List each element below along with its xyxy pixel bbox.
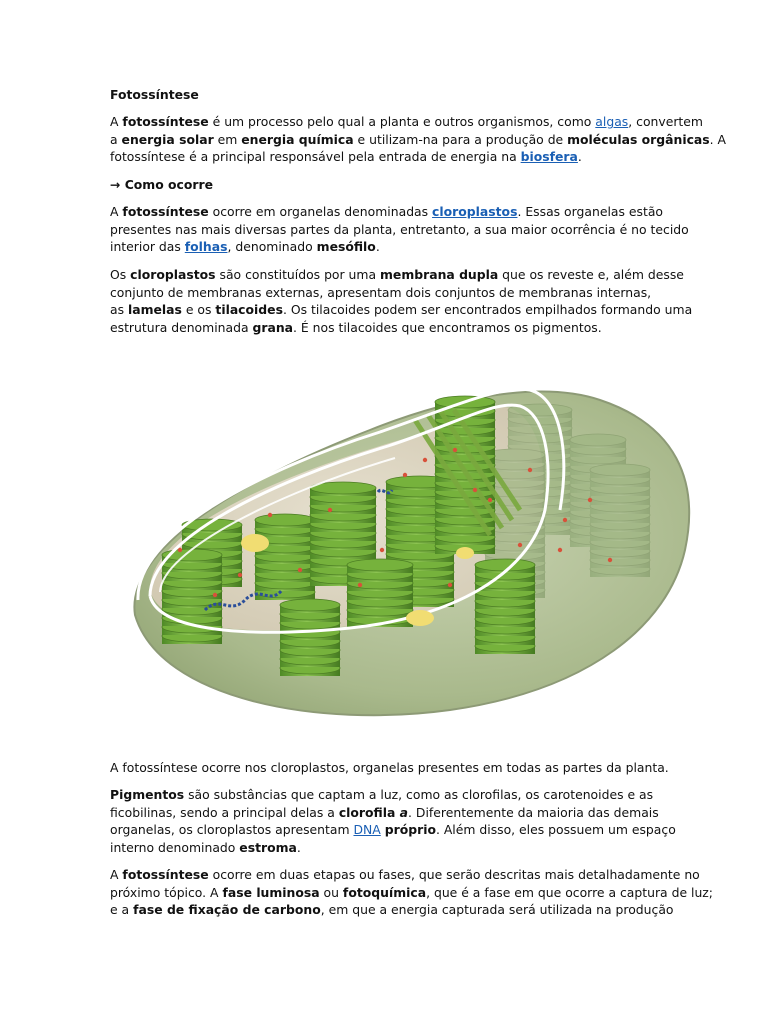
ribosome-dot <box>528 468 532 472</box>
figure-caption: A fotossíntese ocorre nos cloroplastos, organelas presentes em todas as partes da planta. <box>110 760 669 775</box>
paragraph-membranas: Os cloroplastos são constituídos por uma membrana dupla que os reveste e, além desse conjunto de membranas externas, apresentam dois conjuntos de membranas internas, as lamelas e os tilacoides. Os tilacoides podem ser encontrados empilhados formando uma estrutura denominada grana. É nos tilacoides que encontramos os pigmentos. <box>110 267 693 335</box>
link-biosfera[interactable]: biosfera <box>520 149 578 165</box>
page-title: Fotossíntese <box>110 87 199 102</box>
ribosome-dot <box>238 573 242 577</box>
ribosome-dot <box>488 498 492 502</box>
grana-stack <box>280 599 340 676</box>
ribosome-dot <box>518 543 522 547</box>
ribosome-dot <box>178 548 182 552</box>
ribosome-dot <box>358 583 362 587</box>
ribosome-dot <box>213 593 217 597</box>
ribosome-dot <box>328 508 332 512</box>
ribosome-dot <box>563 518 567 522</box>
link-cloroplastos[interactable]: cloroplastos <box>432 204 518 219</box>
paragraph-pigmentos: Pigmentos são substâncias que captam a luz, como as clorofilas, os carotenoides e as ficobilinas, sendo a principal delas a clorofila a. Diferentemente da maioria das demais organelas, os cloroplastos apresentam DNA próprio. Além disso, eles possuem um espaço interno denominado estroma. <box>110 787 676 855</box>
ribosome-dot <box>298 568 302 572</box>
ribosome-dot <box>268 513 272 517</box>
link-dna[interactable]: DNA <box>353 822 381 838</box>
ribosome-dot <box>608 558 612 562</box>
faded-grana-stack <box>590 464 650 577</box>
chloroplast-illustration-icon <box>120 360 700 735</box>
ribosome-dot <box>588 498 592 502</box>
ribosome-dot <box>558 548 562 552</box>
paragraph-etapas: A fotossíntese ocorre em duas etapas ou fases, que serão descritas mais detalhadamente no próximo tópico. A fase luminosa ou fotoquímica, que é a fase em que ocorre a captura de luz; e a fase de fixação de carbono, em que a energia capturada será utilizada na produção <box>110 867 713 918</box>
ribosome-dot <box>380 548 384 552</box>
ribosome-dot <box>453 448 457 452</box>
grana-stack <box>347 559 413 627</box>
paragraph-intro: A fotossíntese é um processo pelo qual a planta e outros organismos, como algas, convertem a energia solar em energia química e utilizam-na para a produção de moléculas orgânicas. A fotossíntese é a principal responsável pela entrada de energia na biosfera. <box>110 114 727 165</box>
ribosome-dot <box>423 458 427 462</box>
paragraph-cloroplastos: A fotossíntese ocorre em organelas denominadas cloroplastos. Essas organelas estão presentes nas mais diversas partes da planta, entretanto, a sua maior ocorrência é no tecido interior das folhas, denominado mesófilo. <box>110 204 689 255</box>
ribosome-dot <box>448 583 452 587</box>
ribosome-dot <box>403 473 407 477</box>
link-folhas[interactable]: folhas <box>184 239 228 255</box>
section-heading-como-ocorre: → Como ocorre <box>110 177 214 192</box>
ribosome-dot <box>473 488 477 492</box>
grana-stack <box>255 514 315 600</box>
link-algas[interactable]: algas <box>595 114 629 129</box>
